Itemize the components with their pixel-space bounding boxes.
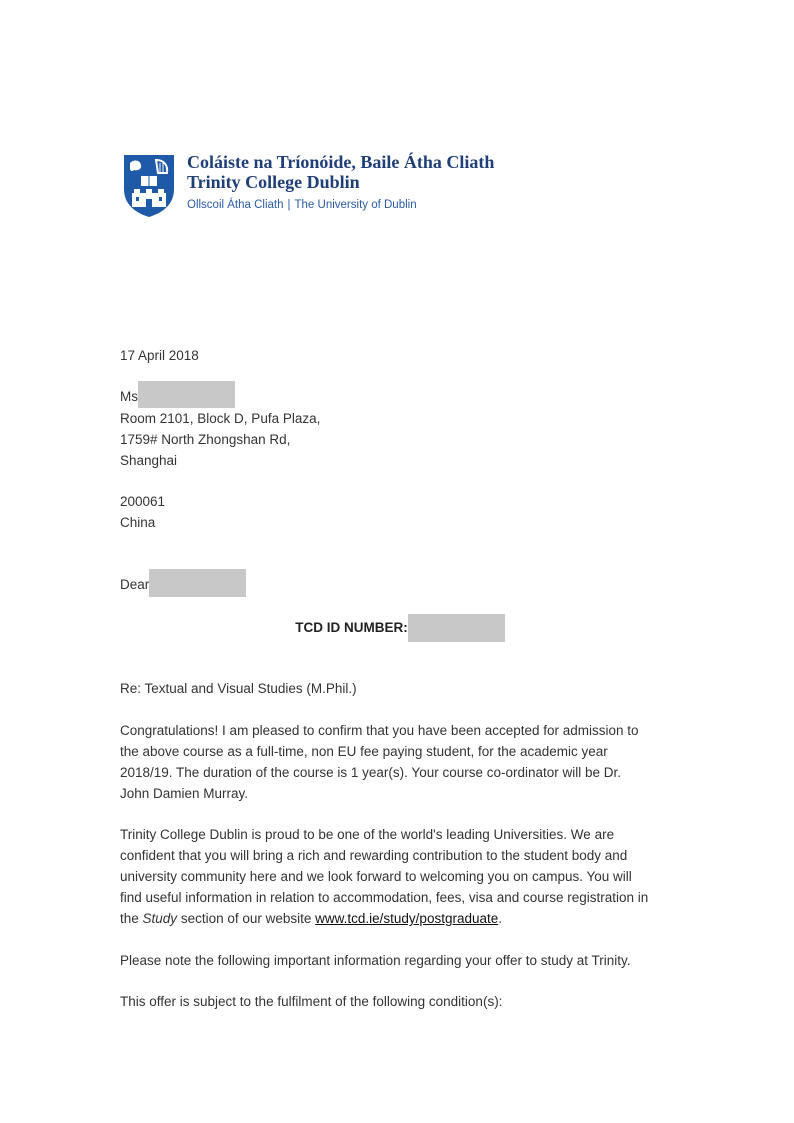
paragraph-acceptance — [120, 720, 680, 804]
website-link[interactable]: www.tcd.ie/study/postgraduate — [315, 911, 499, 926]
letter-date: 17 April 2018 — [120, 348, 199, 363]
tcd-id-label: TCD ID NUMBER: — [295, 620, 408, 635]
college-name-english: Trinity College Dublin — [187, 172, 360, 192]
text-fragment: the — [120, 911, 143, 926]
address-line-3: Shanghai — [120, 453, 178, 468]
tcd-id-line — [120, 614, 680, 642]
paragraph-conditions: This offer is subject to the fulfilment of the following condition(s): — [120, 994, 503, 1009]
letterhead — [122, 150, 522, 222]
recipient-salutation: Ms — [120, 389, 138, 404]
paragraph-important-info: Please note the following important information regarding your offer to study at Trinity. — [120, 953, 631, 968]
paragraph-line: Congratulations! I am pleased to confirm that you have been accepted for admission to — [120, 723, 639, 738]
letterhead-text — [187, 152, 494, 212]
text-fragment: section of our website — [177, 911, 316, 926]
paragraph-line: 2018/19. The duration of the course is 1 year(s). Your course co-ordinator will be Dr. — [120, 765, 622, 780]
subtitle-english: The University of Dublin — [294, 199, 417, 211]
redacted-name — [138, 381, 235, 408]
college-name-irish: Coláiste na Tríonóide, Baile Átha Cliath — [187, 152, 495, 172]
address-line-2: 1759# North Zhongshan Rd, — [120, 432, 291, 447]
text-fragment: . — [498, 911, 503, 926]
paragraph-line: university community here and we look forward to welcoming you on campus. You will — [120, 869, 632, 884]
re-line: Re: Textual and Visual Studies (M.Phil.) — [120, 681, 357, 696]
paragraph-welcome — [120, 824, 680, 929]
country: China — [120, 515, 156, 530]
recipient-name-line — [120, 386, 235, 408]
paragraph-line: Trinity College Dublin is proud to be one of the world's leading Universities. We are — [120, 827, 615, 842]
dear-word: Dear — [120, 577, 150, 593]
redacted-id — [408, 614, 505, 642]
paragraph-line — [120, 908, 680, 929]
redacted-name — [149, 569, 246, 597]
address-line-1: Room 2101, Block D, Pufa Plaza, — [120, 411, 321, 426]
paragraph-line: John Damien Murray. — [120, 786, 249, 801]
postcode: 200061 — [120, 494, 166, 509]
paragraph-line: the above course as a full-time, non EU fee paying student, for the academic year — [120, 744, 608, 759]
subtitle-irish: Ollscoil Átha Cliath — [187, 199, 284, 211]
subtitle-separator: | — [287, 199, 291, 211]
paragraph-line: confident that you will bring a rich and rewarding contribution to the student body and — [120, 848, 628, 863]
university-subtitle — [187, 198, 494, 212]
paragraph-line: find useful information in relation to accommodation, fees, visa and course registration in — [120, 890, 649, 905]
trinity-crest-icon — [122, 153, 176, 219]
salutation-line — [120, 574, 246, 597]
study-italic: Study — [142, 911, 178, 926]
